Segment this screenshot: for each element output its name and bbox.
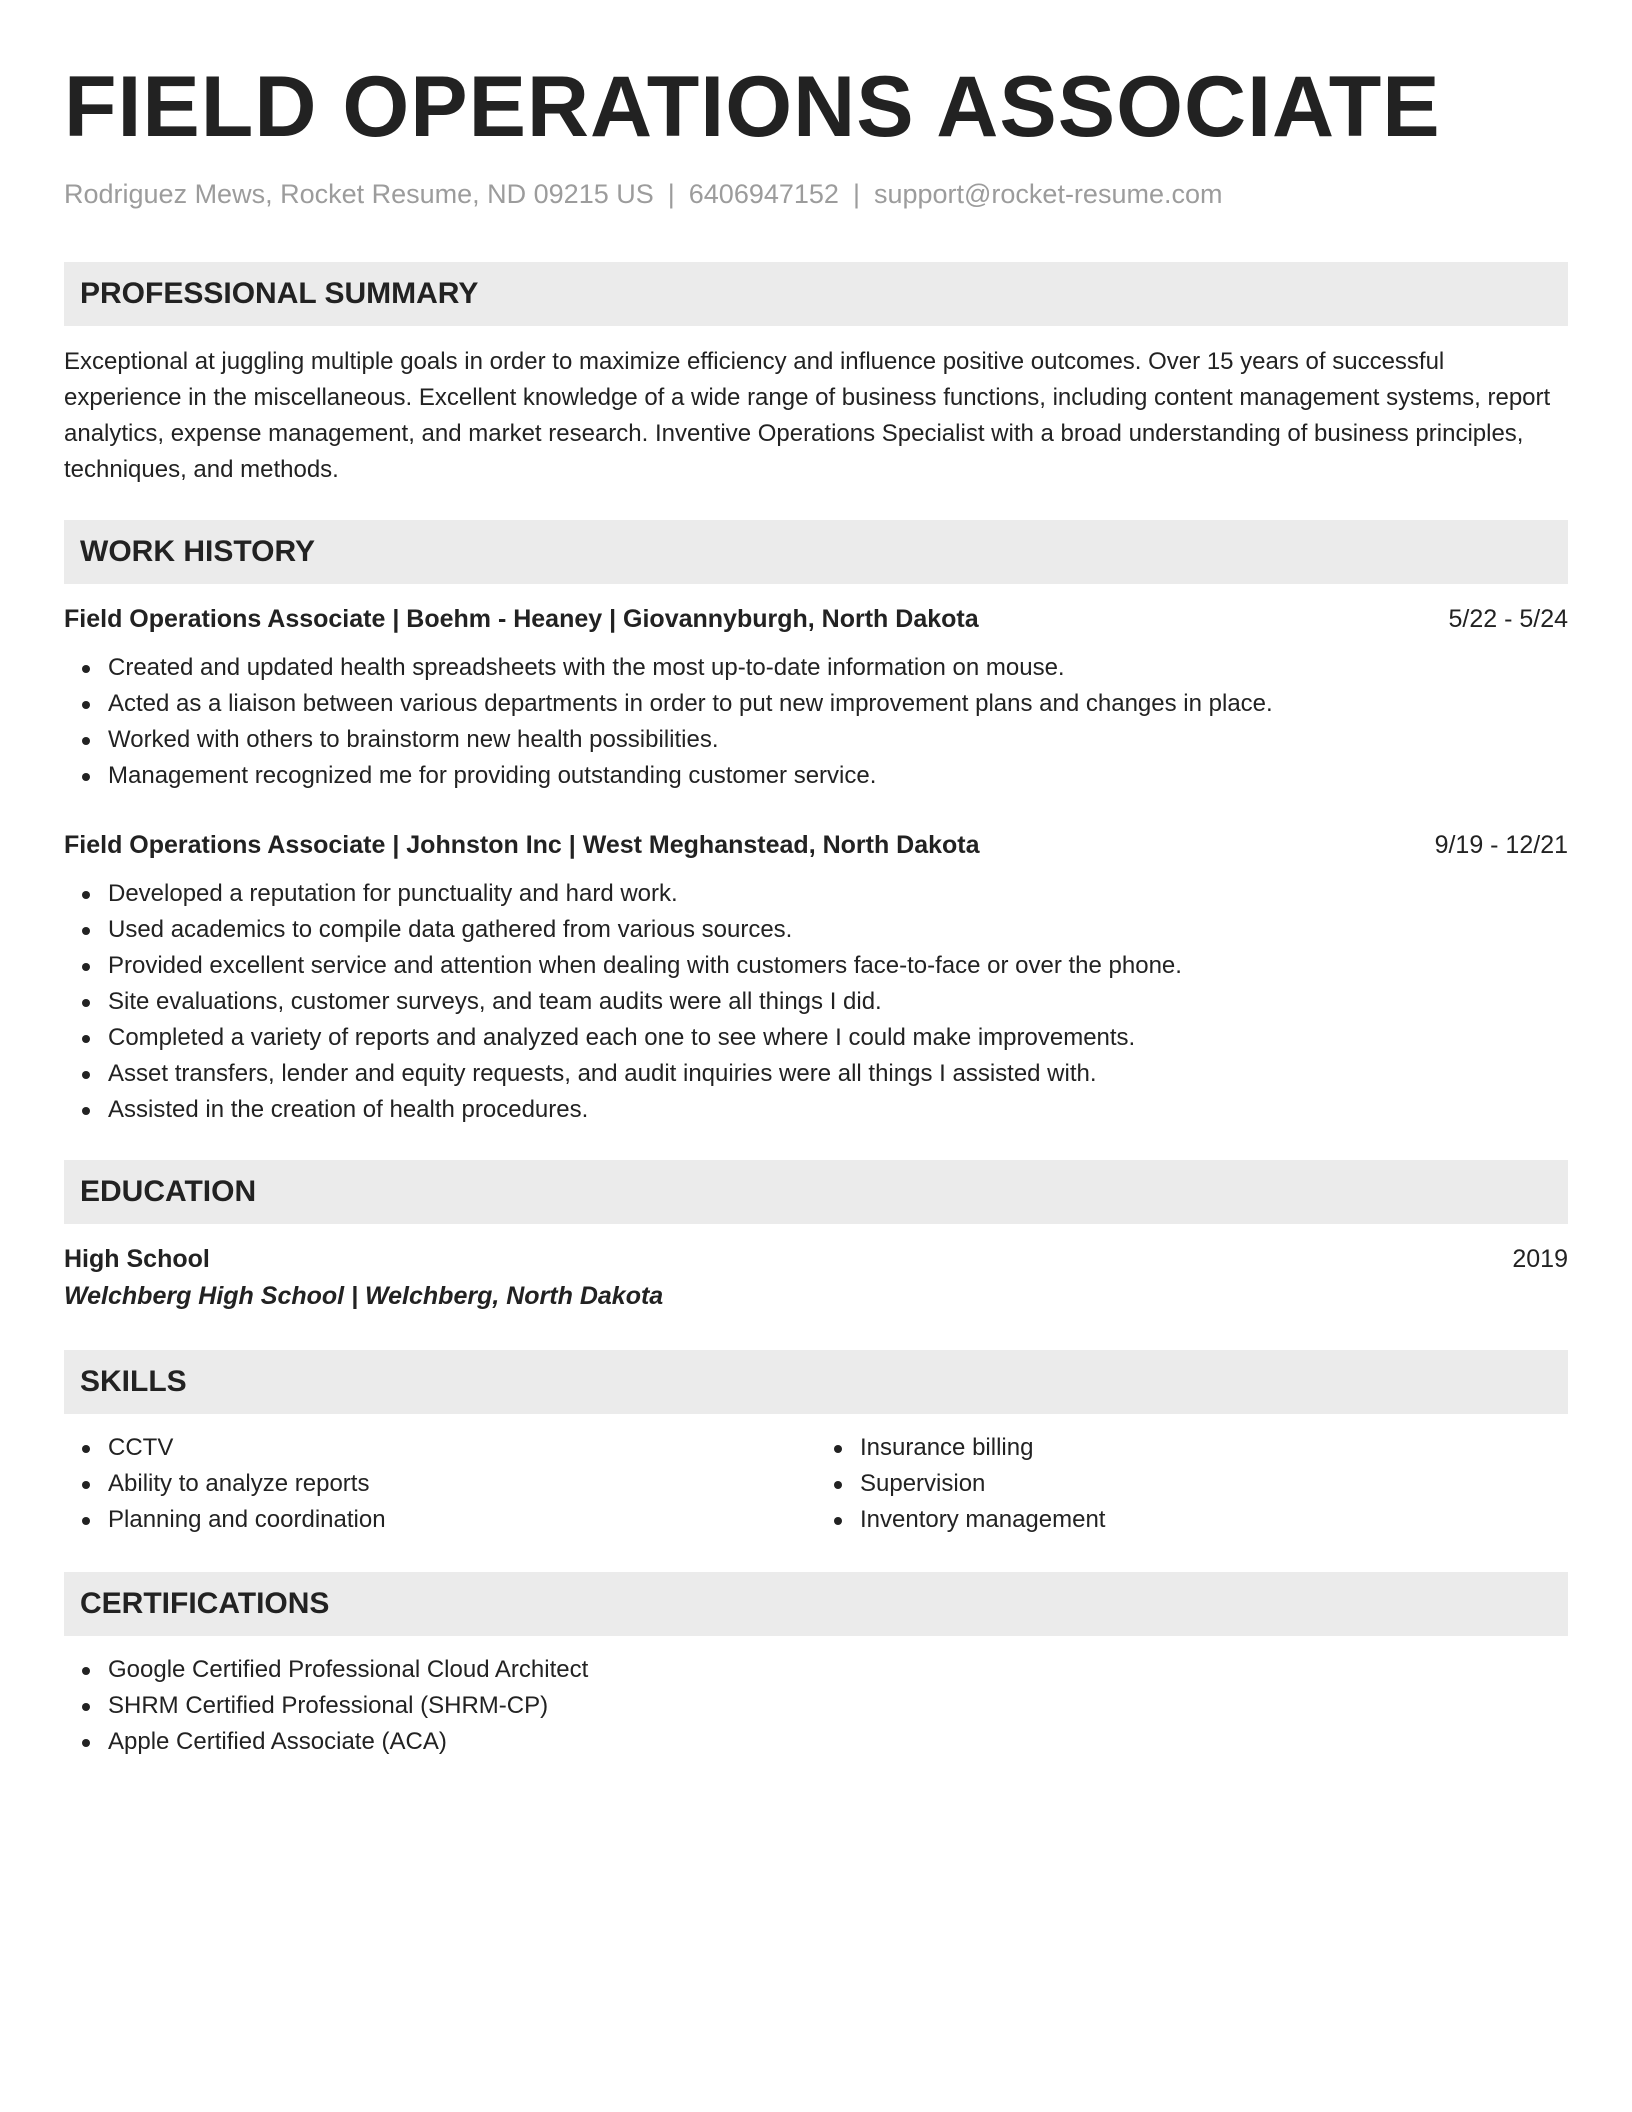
job-bullet: Worked with others to brainstorm new health possibilities.: [108, 722, 1568, 758]
contact-line: [64, 176, 1568, 212]
job-bullets: [64, 876, 1568, 1128]
job-title: Field Operations Associate | Johnston Inc | West Meghanstead, North Dakota: [64, 831, 980, 859]
skills-column-left: [64, 1430, 816, 1538]
education-year: 2019: [1512, 1245, 1568, 1273]
job-bullet: Used academics to compile data gathered from various sources.: [108, 912, 1568, 948]
skill-item: Planning and coordination: [108, 1502, 816, 1538]
job-dates: 9/19 - 12/21: [1434, 831, 1568, 859]
job-bullet: Acted as a liaison between various departments in order to put new improvement plans and changes in place.: [108, 686, 1568, 722]
skill-item: Inventory management: [860, 1502, 1568, 1538]
section-heading-work-history: WORK HISTORY: [64, 520, 1568, 584]
section-heading-summary: PROFESSIONAL SUMMARY: [64, 262, 1568, 326]
job-bullet: Created and updated health spreadsheets with the most up-to-date information on mouse.: [108, 650, 1568, 686]
job-bullet: Developed a reputation for punctuality and hard work.: [108, 876, 1568, 912]
job-bullet: Assisted in the creation of health procedures.: [108, 1092, 1568, 1128]
contact-phone: 6406947152: [688, 179, 839, 209]
certification-item: Google Certified Professional Cloud Architect: [108, 1652, 1568, 1688]
job-bullet: Completed a variety of reports and analyzed each one to see where I could make improvements.: [108, 1020, 1568, 1056]
contact-email: support@rocket-resume.com: [873, 179, 1223, 209]
section-heading-skills: SKILLS: [64, 1350, 1568, 1414]
education-degree: High School: [64, 1245, 210, 1273]
job-header: [64, 828, 1568, 862]
job-bullet: Asset transfers, lender and equity requests, and audit inquiries were all things I assisted with.: [108, 1056, 1568, 1092]
education-entry: [64, 1242, 1568, 1316]
section-heading-certifications: CERTIFICATIONS: [64, 1572, 1568, 1636]
section-heading-education: EDUCATION: [64, 1160, 1568, 1224]
resume-page: [64, 52, 1568, 1760]
education-header: [64, 1242, 1568, 1276]
skills-column-right: [816, 1430, 1568, 1538]
job-bullet: Provided excellent service and attention when dealing with customers face-to-face or over the phone.: [108, 948, 1568, 984]
education-school: Welchberg High School | Welchberg, North Dakota: [64, 1282, 664, 1310]
summary-text: Exceptional at juggling multiple goals in order to maximize efficiency and influence positive outcomes. Over 15 years of successful experience in the miscellaneous. Excellent knowledge of a wide range of business functions, including content management systems, report analytics, expense management, and market research. Inventive Operations Specialist with a broad understanding of business principles, techniques, and methods.: [64, 348, 1551, 483]
job-entry: [64, 602, 1568, 794]
skill-item: Insurance billing: [860, 1430, 1568, 1466]
skill-item: Supervision: [860, 1466, 1568, 1502]
contact-separator: |: [667, 179, 675, 209]
skill-item: CCTV: [108, 1430, 816, 1466]
certification-item: SHRM Certified Professional (SHRM-CP): [108, 1688, 1568, 1724]
job-entry: [64, 828, 1568, 1128]
candidate-name: FIELD OPERATIONS ASSOCIATE: [64, 59, 1441, 155]
job-title: Field Operations Associate | Boehm - Heaney | Giovannyburgh, North Dakota: [64, 605, 979, 633]
job-header: [64, 602, 1568, 636]
skill-item: Ability to analyze reports: [108, 1466, 816, 1502]
job-bullet: Site evaluations, customer surveys, and team audits were all things I did.: [108, 984, 1568, 1020]
job-bullet: Management recognized me for providing outstanding customer service.: [108, 758, 1568, 794]
contact-separator: |: [852, 179, 860, 209]
certification-item: Apple Certified Associate (ACA): [108, 1724, 1568, 1760]
job-dates: 5/22 - 5/24: [1448, 605, 1568, 633]
certifications-list: [64, 1652, 1568, 1760]
contact-address: Rodriguez Mews, Rocket Resume, ND 09215 US: [64, 179, 654, 209]
job-bullets: [64, 650, 1568, 794]
skills-grid: [64, 1430, 1568, 1538]
